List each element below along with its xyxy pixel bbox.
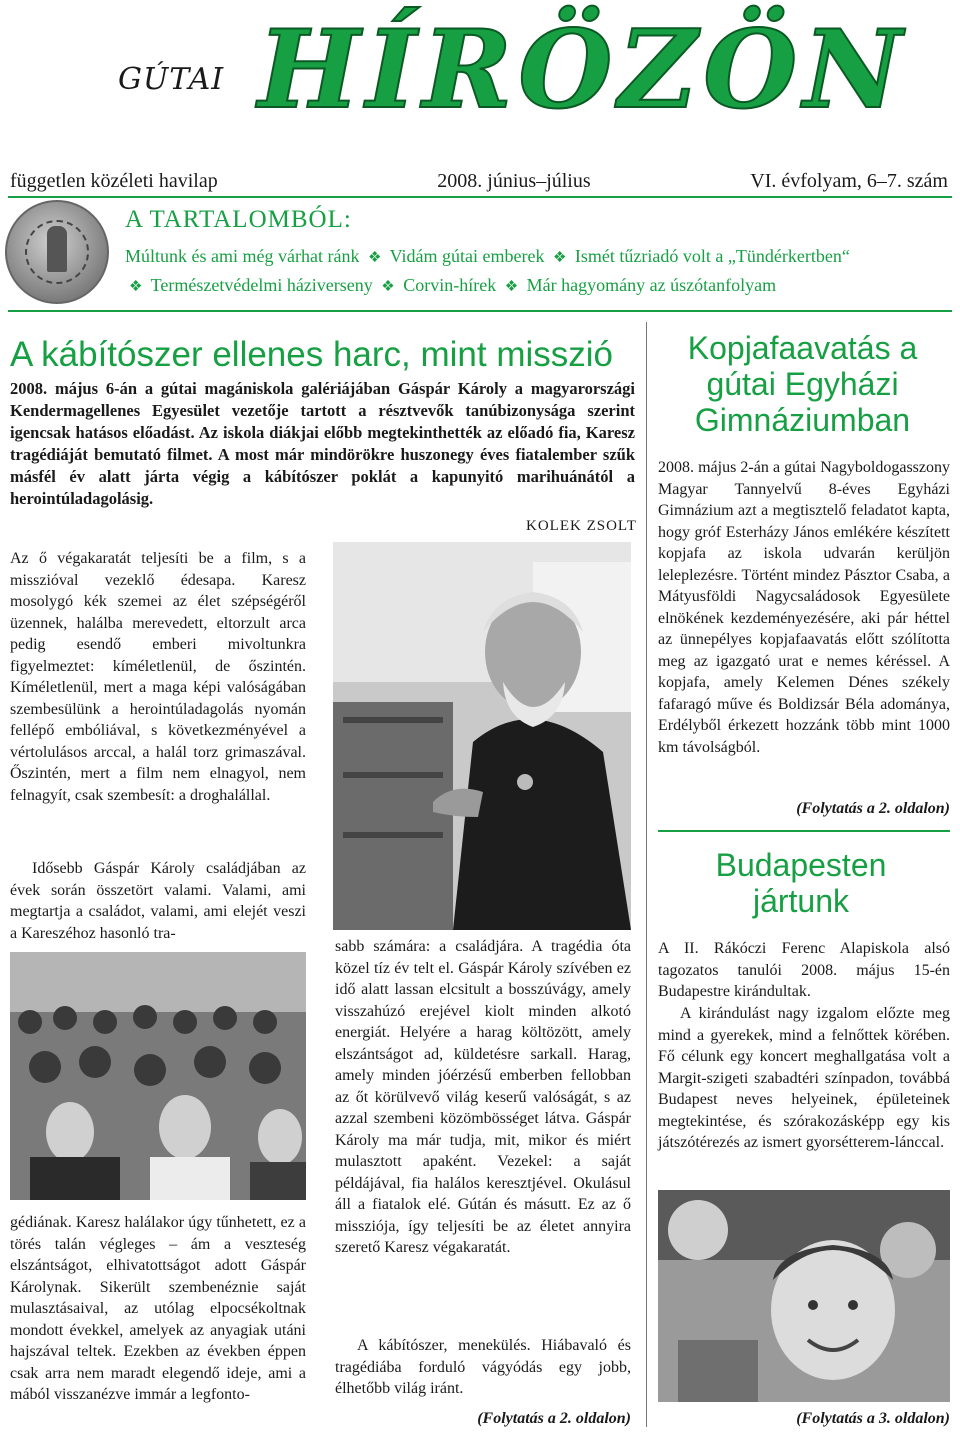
audience-photo — [10, 952, 306, 1200]
issue-date: 2008. június–július — [437, 170, 591, 192]
toc-item[interactable]: Ismét tűzriadó volt a „Tündérkertben“ — [574, 246, 850, 266]
main-paragraph-3: gédiának. Karesz halálakor úgy tűnhetett, ez a törés talán végleges – ám a veszteség elszántságot, elhivatottságot adott Gáspár Károlynak. Sikerült szembenéznie saját mulasztásaival, az utólag elpocsékoltnak mondott évekkel, amelyek az anyagiak utáni hajszával teltek. Ezekben az években éppen csak arra nem maradt elegendő ideje, ami a mából visszanézve immár a legfonto- — [10, 1214, 306, 1403]
diamond-bullet-icon: ❖ — [367, 250, 382, 266]
toc-item[interactable]: Vidám gútai emberek — [389, 246, 545, 266]
side1-body: 2008. május 2-án a gútai Nagyboldogasszony Magyar Tannyelvű 8-éves Egyházi Gimnázium azt a megtisztelő feladatot kapta, hogy gróf Esterházy János emlékére készített kopjafa az iskola udvarán kerüljön leleplezésre. Történt mindez Pásztor Csaba, a Mátyusföldi Nagycsaládosok Egyesülete elnökének kezdeményezésére, aki pár héttel az ünnepélyes kopjafaavatás előtt szólította meg az igazgató urat e nemes kéréssel. A kopjafa, amely Kelemen Dénes székely fafaragó műve és Boldizsár Béla adománya, Erdélyből érkezett hozzánk több mint 1000 km távolságból. — [658, 459, 950, 756]
issue-number: VI. évfolyam, 6–7. szám — [750, 170, 948, 192]
side1-continued-note[interactable]: (Folytatás a 2. oldalon) — [796, 800, 950, 817]
toc-row-2 — [125, 275, 776, 296]
children-photo — [658, 1190, 950, 1402]
diamond-bullet-icon: ❖ — [381, 279, 395, 295]
main-paragraph-4: sabb számára: a családjára. A tragédia óta közel tíz év telt el. Gáspár Károly szívében ez idő alatt lassan elcsitult a bosszúvágy, amely visszahúzó erejével kiolt minden alkotó energiát. Helyére a harag költözött, amely elszántságot ad, küldetésre sarkall. Harag, amely minden jóérzésű emberben fellobban az őt körülvevő világ keserű valóságát, s az azzal szembeni közömbösséget látva. Gáspár Károly ma már tudja, mit, mikor és miért mulasztott apaként. Vezekel: a saját példájával, fia halálos keresztjével. Okulásul áll a fiatalok elé. Gútán és másutt. Ez az ő missziója, így teljesíti be az életet annyira szerető Karesz végakaratát. — [335, 938, 631, 1256]
side2-headline: Budapesten jártunk — [715, 847, 887, 919]
sidebar-rule — [658, 830, 950, 832]
main-paragraph-1: Az ő végakaratát teljesíti be a film, s a misszióval vezeklő édesapa. Karesz mosolygó kék szemei az élet szépségéről üzennek, halálba merevedett, eltorzult arca pedig esendő emberi mivoltunkra figyelmeztet: kíméletlenül, de őszintén. Kíméletlenül, mert a maga képi valóságában szembesülünk a herointúladagolás nyomán fellépő embóliával, s következményével a vértolulásos arccal, a halál torz grimaszával. Őszintén, mert a film nem elnagyol, nem felnagyít, csak szembesít: a droghalállal. — [10, 550, 306, 804]
toc-row-1 — [125, 246, 850, 267]
masthead-title: HÍRÖZÖN — [258, 7, 909, 133]
main-continued-note[interactable]: (Folytatás a 2. oldalon) — [477, 1410, 631, 1427]
diamond-bullet-icon: ❖ — [552, 250, 567, 266]
side1-headline: Kopjafaavatás a gútai Egyházi Gimnáziumban — [687, 330, 918, 438]
toc-item[interactable]: Corvin-hírek — [403, 275, 497, 295]
main-headline: A kábítószer ellenes harc, mint misszió — [10, 335, 614, 374]
issue-tagline: független közéleti havilap — [10, 170, 218, 192]
side2-continued-note[interactable]: (Folytatás a 3. oldalon) — [796, 1410, 950, 1427]
speaker-photo — [333, 542, 631, 930]
masthead-prefix: GÚTAI — [118, 62, 225, 97]
toc-item[interactable]: Múltunk és ami még várhat ránk — [125, 246, 360, 266]
side2-paragraph-1: A II. Rákóczi Ferenc Alapiskola alsó tagozatos tanulói 2008. május 15-én Budapestre kirándultak. — [658, 940, 950, 1000]
toc-heading: A TARTALOMBÓL: — [125, 206, 352, 233]
side2-paragraph-2: A kirándulást nagy izgalom előzte meg mind a gyerekek, mind a felnőttek körében. Fő célunk egy koncert meghallgatása volt a Margit-szigeti szabadtéri színpadon, továbbá Budapest neves helyeinek, épületeinek megtekintése, és szórakozásképp egy kis játszótérezés az ismert gyorsétterem-lánccal. — [658, 1005, 950, 1151]
column-divider — [646, 322, 647, 1427]
toc-item[interactable]: Természetvédelmi háziverseny — [150, 275, 373, 295]
byline: KOLEK ZSOLT — [526, 518, 637, 534]
main-paragraph-5: A kábítószer, menekülés. Hiábavaló és tragédiába forduló vágyódás egy jobb, élhetőbb világ iránt. — [335, 1337, 631, 1397]
main-lede: 2008. május 6-án a gútai magániskola galériájában Gáspár Károly a magyarországi Kendermagellenes Egyesület vezetője tartott a résztvevők tanúbizonysága szerint igencsak hatásos előadást. Az iskola diákjai előbb megtekinthették az előadó fia, Karesz tragédiáját bemutató filmet. A most már mindörökre huszonegy éves fiatalember szűk másfél év alatt járta végig a kábítószer poklát a kapunyitó marihuánától a herointúladagolásig. — [10, 379, 635, 508]
diamond-bullet-icon: ❖ — [504, 279, 519, 295]
issue-info-bar — [10, 170, 948, 193]
top-rule — [8, 196, 952, 198]
main-paragraph-2: Idősebb Gáspár Károly családjában az évek során összetört valami. Valami, ami megtartja a családot, valami, ami elejét veszi a Kareszéhoz hasonló tra- — [10, 860, 306, 942]
toc-item[interactable]: Már hagyomány az úszótanfolyam — [526, 275, 777, 295]
toc-rule — [8, 310, 952, 312]
diamond-bullet-icon: ❖ — [129, 279, 143, 295]
town-seal-icon — [5, 200, 109, 304]
